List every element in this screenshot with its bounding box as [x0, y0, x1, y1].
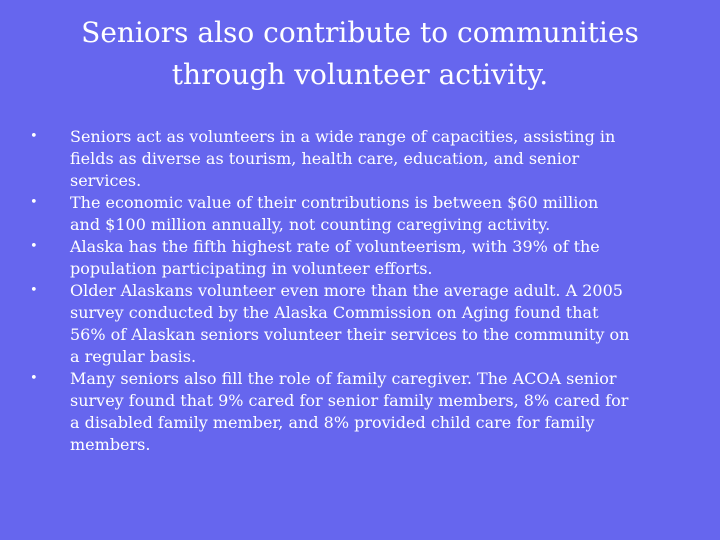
slide-title	[40, 12, 680, 96]
bullet-text-line: 56% of Alaskan seniors volunteer their services to the community on	[70, 325, 630, 344]
bullet-text-line: services.	[70, 171, 142, 190]
bullet-text-line: survey found that 9% cared for senior family members, 8% cared for	[70, 391, 629, 410]
bullet-text-line: The economic value of their contributions is between $60 million	[70, 193, 599, 212]
bullet-text-line: Older Alaskans volunteer even more than the average adult. A 2005	[70, 281, 623, 300]
bullet-text-line: a disabled family member, and 8% provided child care for family	[70, 413, 595, 432]
bullet-text-line: fields as diverse as tourism, health care, education, and senior	[70, 149, 580, 168]
bullet-text-line: Many seniors also fill the role of family caregiver. The ACOA senior	[70, 369, 617, 388]
bullet-item-3	[30, 236, 690, 280]
bullet-icon: •	[30, 129, 38, 144]
title-line: Seniors also contribute to communities	[81, 16, 639, 49]
bullet-icon: •	[30, 283, 38, 298]
bullet-icon: •	[30, 239, 38, 254]
title-line: through volunteer activity.	[171, 58, 549, 91]
bullet-text-line: population participating in volunteer efforts.	[70, 259, 433, 278]
bullet-text-line: members.	[70, 435, 151, 454]
bullet-list	[30, 126, 690, 456]
bullet-text-line: a regular basis.	[70, 347, 197, 366]
bullet-text-line: and $100 million annually, not counting caregiving activity.	[70, 215, 551, 234]
bullet-text-line: Alaska has the fifth highest rate of volunteerism, with 39% of the	[70, 237, 600, 256]
bullet-icon: •	[30, 195, 38, 210]
bullet-text-line: Seniors act as volunteers in a wide range of capacities, assisting in	[70, 127, 616, 146]
bullet-item-4	[30, 280, 690, 368]
bullet-item-1	[30, 126, 690, 192]
bullet-text-line: survey conducted by the Alaska Commission on Aging found that	[70, 303, 599, 322]
bullet-item-5	[30, 368, 690, 456]
bullet-item-2	[30, 192, 690, 236]
bullet-icon: •	[30, 371, 38, 386]
